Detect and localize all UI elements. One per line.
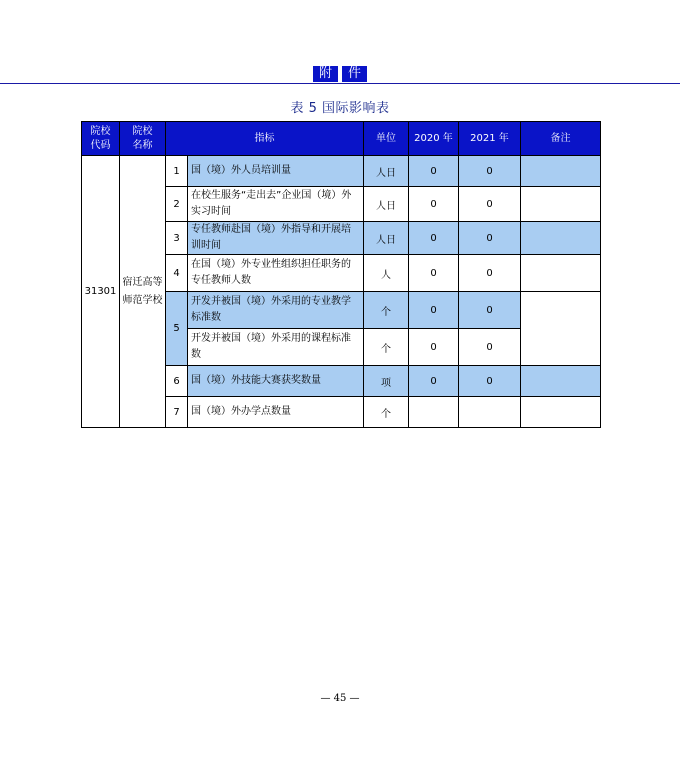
attachment-char-1: 附 — [313, 66, 338, 82]
row-number: 3 — [166, 222, 188, 255]
value-2020-cell: 0 — [409, 187, 459, 222]
unit-cell: 个 — [364, 397, 409, 428]
value-2021-cell: 0 — [459, 292, 521, 329]
col-header-indicator: 指标 — [166, 122, 364, 156]
note-cell — [521, 255, 601, 292]
col-header-2020: 2020 年 — [409, 122, 459, 156]
page-number: — 45 — — [320, 693, 360, 704]
value-2020-cell: 0 — [409, 292, 459, 329]
value-2020-cell — [409, 397, 459, 428]
attachment-char-2: 件 — [342, 66, 367, 82]
unit-cell: 个 — [364, 329, 409, 366]
note-cell — [521, 366, 601, 397]
value-2021-cell: 0 — [459, 222, 521, 255]
row-number: 4 — [166, 255, 188, 292]
unit-cell: 人 — [364, 255, 409, 292]
value-2021-cell: 0 — [459, 187, 521, 222]
header-row — [82, 122, 601, 156]
unit-cell: 个 — [364, 292, 409, 329]
unit-cell: 人日 — [364, 187, 409, 222]
indicator-cell: 开发并被国（境）外采用的专业教学标准数 — [188, 292, 364, 329]
indicator-cell: 专任教师赴国（境）外指导和开展培训时间 — [188, 222, 364, 255]
indicator-cell: 国（境）外人员培训量 — [188, 156, 364, 187]
header-rule — [0, 83, 680, 84]
unit-cell: 人日 — [364, 222, 409, 255]
school-name — [120, 156, 166, 428]
note-cell — [521, 292, 601, 366]
value-2021-cell: 0 — [459, 329, 521, 366]
value-2020-cell: 0 — [409, 255, 459, 292]
value-2020-cell: 0 — [409, 366, 459, 397]
note-cell — [521, 222, 601, 255]
col-header-code-text: 院校 代码 — [90, 125, 111, 151]
unit-cell: 人日 — [364, 156, 409, 187]
row-number: 5 — [166, 292, 188, 366]
international-influence-table — [81, 121, 601, 428]
row-number: 1 — [166, 156, 188, 187]
note-cell — [521, 397, 601, 428]
attachment-label — [0, 66, 680, 82]
value-2021-cell: 0 — [459, 255, 521, 292]
indicator-cell: 开发并被国（境）外采用的课程标准数 — [188, 329, 364, 366]
value-2021-cell: 0 — [459, 366, 521, 397]
value-2020-cell: 0 — [409, 329, 459, 366]
table-row — [82, 156, 601, 187]
table-title: 表 5 国际影响表 — [290, 101, 390, 116]
indicator-cell: 在国（境）外专业性组织担任职务的专任教师人数 — [188, 255, 364, 292]
col-header-name — [120, 122, 166, 156]
school-name-text: 宿迁高等师范学校 — [122, 276, 163, 306]
indicator-cell: 国（境）外技能大赛获奖数量 — [188, 366, 364, 397]
value-2021-cell — [459, 397, 521, 428]
row-number: 2 — [166, 187, 188, 222]
value-2021-cell: 0 — [459, 156, 521, 187]
note-cell — [521, 187, 601, 222]
col-header-unit: 单位 — [364, 122, 409, 156]
note-cell — [521, 156, 601, 187]
indicator-cell: 国（境）外办学点数量 — [188, 397, 364, 428]
col-header-2021: 2021 年 — [459, 122, 521, 156]
unit-cell: 项 — [364, 366, 409, 397]
row-number: 6 — [166, 366, 188, 397]
school-code: 31301 — [82, 156, 120, 428]
col-header-note: 备注 — [521, 122, 601, 156]
value-2020-cell: 0 — [409, 222, 459, 255]
col-header-code — [82, 122, 120, 156]
value-2020-cell: 0 — [409, 156, 459, 187]
indicator-cell: 在校生服务“走出去”企业国（境）外实习时间 — [188, 187, 364, 222]
row-number: 7 — [166, 397, 188, 428]
col-header-name-text: 院校 名称 — [132, 125, 153, 151]
